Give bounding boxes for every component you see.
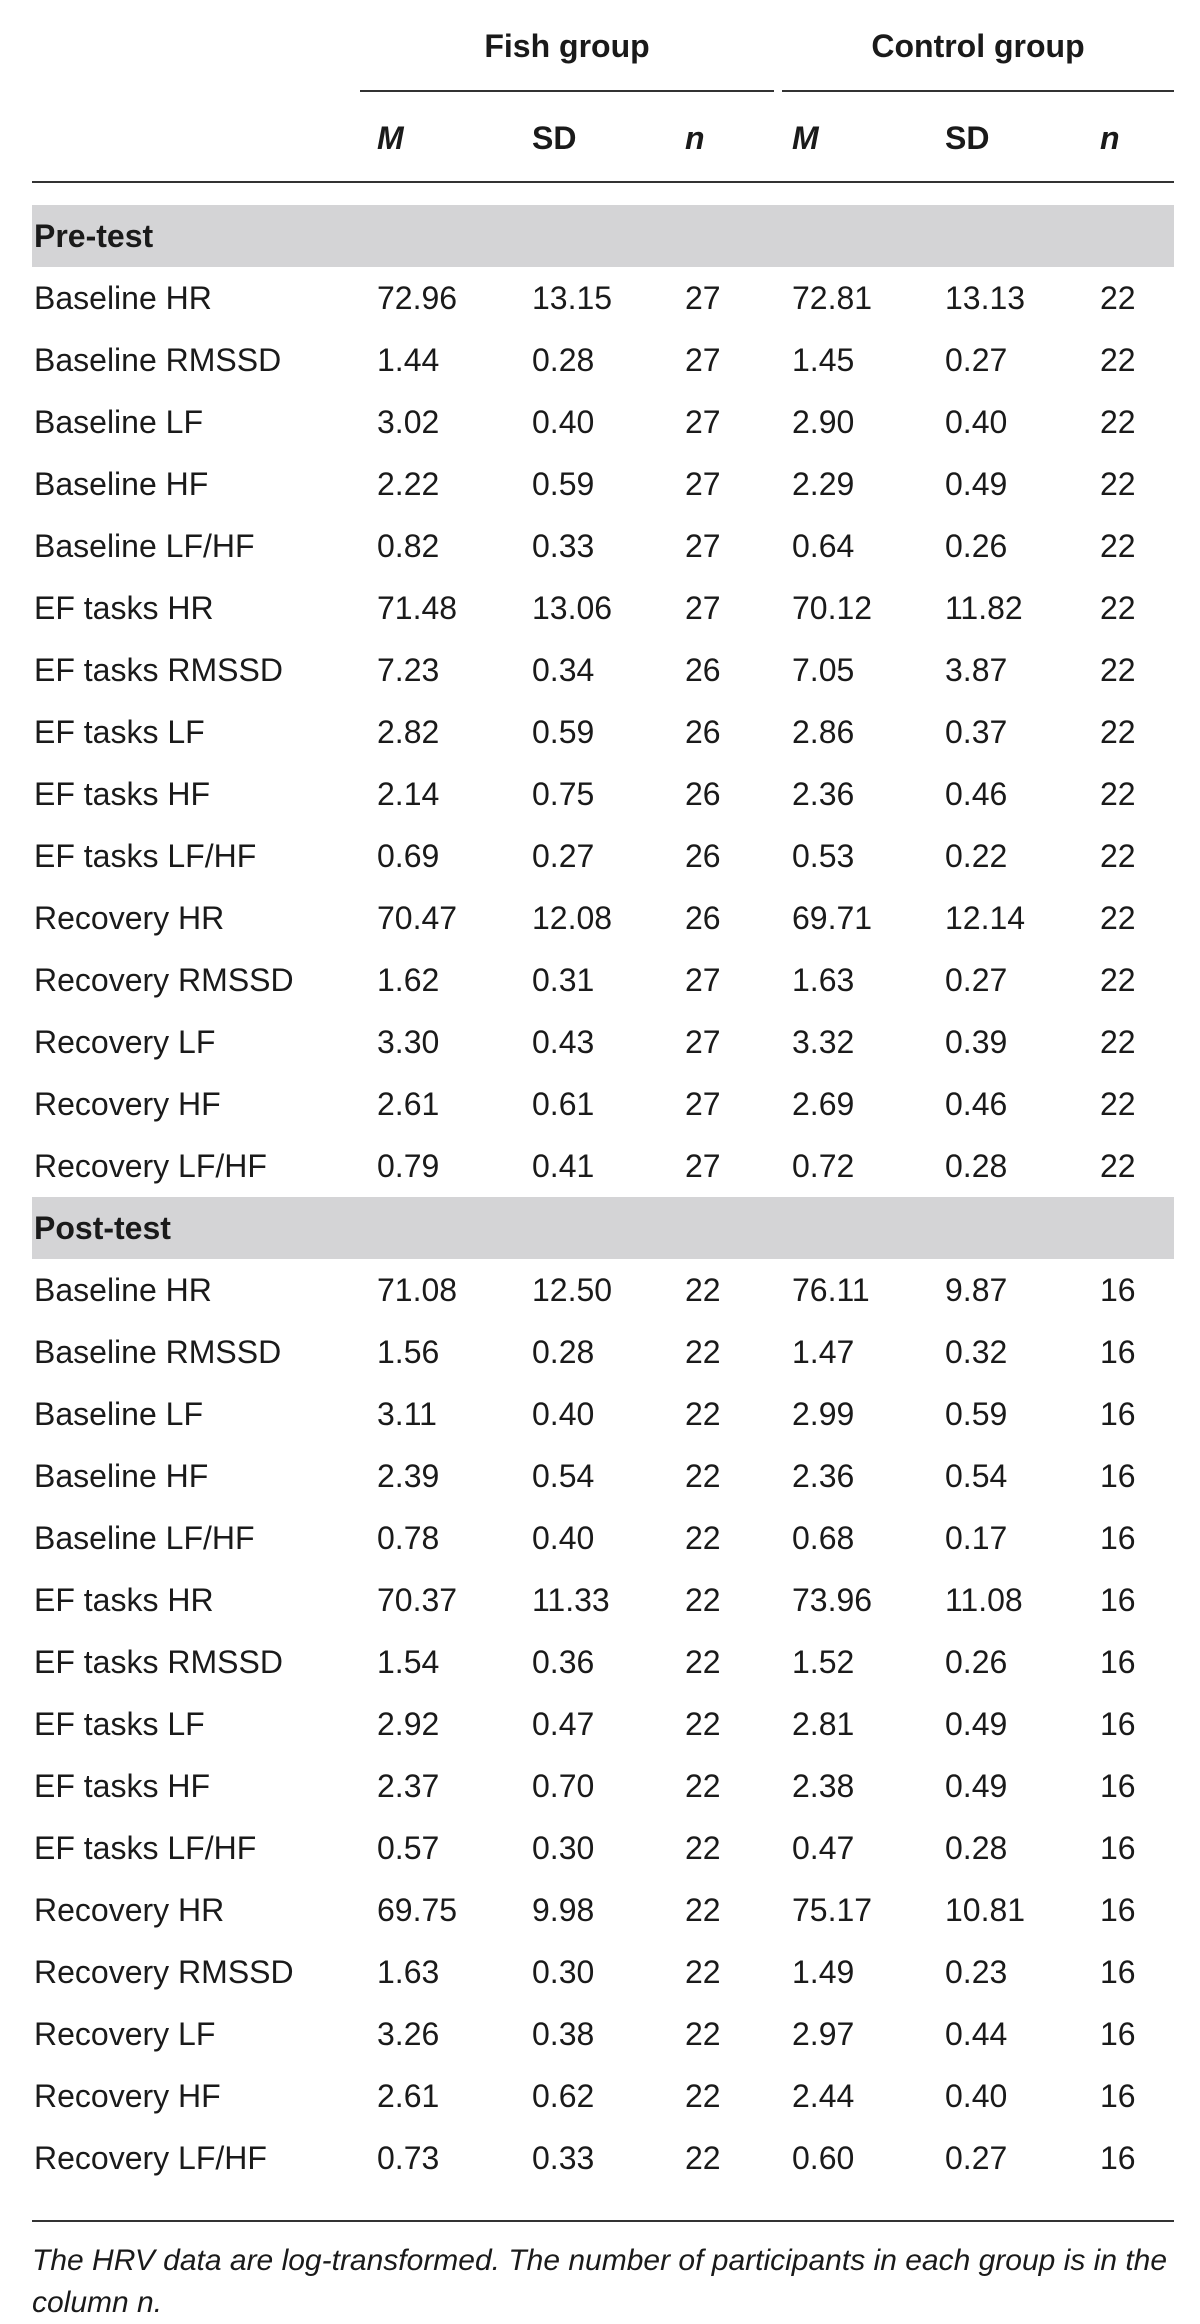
- cell-control-n: 22: [1100, 1086, 1136, 1122]
- cell-control-sd: 10.81: [945, 1892, 1026, 1928]
- table-row: [32, 1445, 1174, 1507]
- cell-control-sd: 0.46: [945, 1086, 1008, 1122]
- cell-control-sd: 0.27: [945, 962, 1008, 998]
- bottom-rule: [32, 2220, 1174, 2222]
- cell-control-n: 16: [1100, 1768, 1136, 1804]
- cell-fish-n: 22: [685, 1458, 721, 1494]
- cell-control-sd: 0.27: [945, 342, 1008, 378]
- cell-row-label: Baseline LF: [34, 1396, 203, 1432]
- cell-control-m: 2.29: [792, 466, 855, 502]
- cell-fish-n: 26: [685, 714, 721, 750]
- cell-control-sd: 0.46: [945, 776, 1008, 812]
- cell-control-n: 22: [1100, 838, 1136, 874]
- cell-fish-n: 26: [685, 900, 721, 936]
- cell-fish-sd: 0.31: [532, 962, 595, 998]
- cell-fish-n: 27: [685, 1086, 721, 1122]
- table-row: [32, 763, 1174, 825]
- cell-fish-m: 0.73: [377, 2140, 440, 2176]
- cell-fish-n: 22: [685, 1644, 721, 1680]
- cell-control-m: 0.68: [792, 1520, 855, 1556]
- cell-control-m: 76.11: [792, 1272, 870, 1308]
- cell-control-sd: 0.59: [945, 1396, 1008, 1432]
- table-row: [32, 1011, 1174, 1073]
- table-row: [32, 1383, 1174, 1445]
- cell-fish-sd: 0.33: [532, 528, 595, 564]
- cell-fish-m: 69.75: [377, 1892, 458, 1928]
- cell-control-n: 16: [1100, 1706, 1136, 1742]
- cell-fish-sd: 0.40: [532, 1520, 595, 1556]
- cell-control-m: 2.81: [792, 1706, 855, 1742]
- table-row: [32, 1321, 1174, 1383]
- col-header-fish-sd: SD: [532, 120, 577, 156]
- cell-control-sd: 13.13: [945, 280, 1026, 316]
- cell-fish-n: 22: [685, 1830, 721, 1866]
- cell-control-m: 72.81: [792, 280, 873, 316]
- cell-control-n: 22: [1100, 900, 1136, 936]
- cell-control-n: 16: [1100, 1396, 1136, 1432]
- cell-control-m: 0.60: [792, 2140, 855, 2176]
- cell-fish-m: 0.69: [377, 838, 440, 874]
- cell-fish-sd: 0.34: [532, 652, 595, 688]
- cell-control-m: 2.36: [792, 1458, 855, 1494]
- cell-control-m: 69.71: [792, 900, 873, 936]
- cell-control-m: 2.97: [792, 2016, 855, 2052]
- cell-row-label: Recovery LF/HF: [34, 2140, 267, 2176]
- group-header-fish: Fish group: [484, 28, 650, 64]
- cell-control-n: 22: [1100, 404, 1136, 440]
- table-row: [32, 1135, 1174, 1197]
- table-row: [32, 1073, 1174, 1135]
- cell-fish-sd: 0.41: [532, 1148, 595, 1184]
- cell-row-label: Baseline HR: [34, 1272, 212, 1308]
- cell-fish-n: 22: [685, 1706, 721, 1742]
- cell-fish-m: 3.11: [377, 1396, 437, 1432]
- cell-fish-n: 22: [685, 1582, 721, 1618]
- table-row: [32, 949, 1174, 1011]
- cell-control-sd: 0.23: [945, 1954, 1008, 1990]
- cell-fish-sd: 0.28: [532, 1334, 595, 1370]
- cell-control-n: 16: [1100, 2016, 1136, 2052]
- cell-row-label: Recovery LF/HF: [34, 1148, 267, 1184]
- cell-control-n: 16: [1100, 1644, 1136, 1680]
- cell-fish-m: 2.61: [377, 1086, 440, 1122]
- table-row: [32, 2003, 1174, 2065]
- cell-control-sd: 0.26: [945, 1644, 1008, 1680]
- cell-row-label: EF tasks HF: [34, 776, 211, 812]
- cell-control-n: 22: [1100, 1024, 1136, 1060]
- cell-control-sd: 0.26: [945, 528, 1008, 564]
- col-header-control-m: M: [792, 120, 819, 156]
- cell-control-m: 2.90: [792, 404, 855, 440]
- cell-control-sd: 0.17: [945, 1520, 1008, 1556]
- cell-control-m: 1.63: [792, 962, 855, 998]
- cell-control-m: 2.99: [792, 1396, 855, 1432]
- table-row: [32, 1879, 1174, 1941]
- cell-control-n: 22: [1100, 280, 1136, 316]
- cell-fish-sd: 12.08: [532, 900, 613, 936]
- cell-fish-n: 26: [685, 776, 721, 812]
- cell-control-m: 2.69: [792, 1086, 855, 1122]
- cell-control-m: 1.52: [792, 1644, 855, 1680]
- cell-control-m: 75.17: [792, 1892, 873, 1928]
- cell-row-label: Baseline HF: [34, 1458, 209, 1494]
- cell-fish-m: 72.96: [377, 280, 458, 316]
- cell-control-m: 3.32: [792, 1024, 855, 1060]
- cell-fish-n: 27: [685, 342, 721, 378]
- table-row: [32, 453, 1174, 515]
- cell-fish-m: 1.44: [377, 342, 440, 378]
- cell-fish-m: 1.54: [377, 1644, 440, 1680]
- cell-fish-m: 0.82: [377, 528, 440, 564]
- cell-fish-sd: 0.28: [532, 342, 595, 378]
- cell-fish-n: 26: [685, 652, 721, 688]
- cell-fish-n: 27: [685, 528, 721, 564]
- table-row: [32, 515, 1174, 577]
- cell-row-label: Recovery HR: [34, 1892, 225, 1928]
- cell-row-label: Recovery HF: [34, 1086, 221, 1122]
- table-row: [32, 1631, 1174, 1693]
- cell-row-label: Baseline RMSSD: [34, 342, 282, 378]
- col-header-control-sd: SD: [945, 120, 990, 156]
- table-row: [32, 1569, 1174, 1631]
- cell-fish-m: 2.37: [377, 1768, 440, 1804]
- cell-fish-sd: 12.50: [532, 1272, 613, 1308]
- cell-control-sd: 11.82: [945, 590, 1023, 626]
- cell-fish-n: 22: [685, 1396, 721, 1432]
- table-row: [32, 267, 1174, 329]
- cell-fish-n: 27: [685, 280, 721, 316]
- cell-control-n: 22: [1100, 466, 1136, 502]
- section-title: Post-test: [34, 1210, 171, 1246]
- cell-control-m: 2.38: [792, 1768, 855, 1804]
- cell-row-label: Recovery LF: [34, 2016, 216, 2052]
- cell-fish-m: 3.30: [377, 1024, 440, 1060]
- cell-control-sd: 0.28: [945, 1830, 1008, 1866]
- cell-fish-m: 2.14: [377, 776, 440, 812]
- cell-fish-m: 71.48: [377, 590, 458, 626]
- cell-control-n: 16: [1100, 1458, 1136, 1494]
- cell-row-label: EF tasks HF: [34, 1768, 211, 1804]
- cell-fish-m: 70.37: [377, 1582, 458, 1618]
- cell-control-n: 16: [1100, 1582, 1136, 1618]
- table-row: [32, 639, 1174, 701]
- cell-fish-m: 2.22: [377, 466, 440, 502]
- table-row: [32, 1259, 1174, 1321]
- cell-row-label: Recovery LF: [34, 1024, 216, 1060]
- table-body: [32, 205, 1174, 2189]
- cell-control-sd: 0.44: [945, 2016, 1008, 2052]
- cell-control-n: 22: [1100, 776, 1136, 812]
- cell-fish-m: 2.61: [377, 2078, 440, 2114]
- cell-control-n: 22: [1100, 528, 1136, 564]
- table-row: [32, 1817, 1174, 1879]
- cell-fish-sd: 0.38: [532, 2016, 595, 2052]
- cell-fish-n: 22: [685, 1768, 721, 1804]
- cell-row-label: EF tasks LF/HF: [34, 1830, 257, 1866]
- cell-fish-sd: 0.43: [532, 1024, 595, 1060]
- cell-control-n: 22: [1100, 342, 1136, 378]
- cell-row-label: Recovery RMSSD: [34, 962, 294, 998]
- cell-control-sd: 0.49: [945, 1768, 1008, 1804]
- cell-fish-m: 1.56: [377, 1334, 440, 1370]
- cell-fish-m: 70.47: [377, 900, 458, 936]
- cell-fish-n: 27: [685, 962, 721, 998]
- cell-fish-m: 71.08: [377, 1272, 458, 1308]
- cell-fish-m: 1.62: [377, 962, 440, 998]
- cell-fish-sd: 0.40: [532, 404, 595, 440]
- cell-fish-m: 2.92: [377, 1706, 440, 1742]
- cell-fish-n: 22: [685, 2078, 721, 2114]
- cell-fish-n: 26: [685, 838, 721, 874]
- cell-fish-sd: 13.06: [532, 590, 613, 626]
- section-header-row: [32, 1197, 1174, 1259]
- cell-fish-m: 0.57: [377, 1830, 440, 1866]
- cell-row-label: Baseline HF: [34, 466, 209, 502]
- cell-control-sd: 0.32: [945, 1334, 1008, 1370]
- cell-fish-sd: 0.61: [532, 1086, 595, 1122]
- cell-fish-n: 27: [685, 1024, 721, 1060]
- cell-control-m: 0.47: [792, 1830, 855, 1866]
- cell-row-label: EF tasks HR: [34, 1582, 214, 1618]
- cell-control-m: 0.72: [792, 1148, 855, 1184]
- table-row: [32, 1755, 1174, 1817]
- cell-fish-m: 3.02: [377, 404, 440, 440]
- cell-fish-sd: 0.54: [532, 1458, 595, 1494]
- col-header-control-n: n: [1100, 120, 1120, 156]
- cell-control-m: 2.36: [792, 776, 855, 812]
- cell-control-sd: 0.37: [945, 714, 1008, 750]
- cell-control-sd: 0.22: [945, 838, 1008, 874]
- cell-fish-n: 22: [685, 2140, 721, 2176]
- cell-fish-sd: 0.30: [532, 1830, 595, 1866]
- cell-control-sd: 9.87: [945, 1272, 1008, 1308]
- cell-control-n: 16: [1100, 1272, 1136, 1308]
- cell-fish-sd: 9.98: [532, 1892, 595, 1928]
- cell-fish-n: 27: [685, 590, 721, 626]
- cell-control-m: 1.47: [792, 1334, 855, 1370]
- section-title: Pre-test: [34, 218, 154, 254]
- cell-fish-n: 22: [685, 1892, 721, 1928]
- cell-row-label: EF tasks LF: [34, 1706, 205, 1742]
- cell-control-n: 16: [1100, 1334, 1136, 1370]
- cell-control-n: 22: [1100, 1148, 1136, 1184]
- cell-fish-m: 2.82: [377, 714, 440, 750]
- cell-fish-sd: 0.40: [532, 1396, 595, 1432]
- cell-control-sd: 0.49: [945, 466, 1008, 502]
- cell-row-label: EF tasks HR: [34, 590, 214, 626]
- cell-fish-sd: 13.15: [532, 280, 613, 316]
- cell-fish-sd: 0.70: [532, 1768, 595, 1804]
- cell-control-m: 73.96: [792, 1582, 873, 1618]
- cell-control-sd: 0.40: [945, 404, 1008, 440]
- table-row: [32, 391, 1174, 453]
- cell-fish-sd: 0.59: [532, 466, 595, 502]
- cell-row-label: Baseline LF/HF: [34, 1520, 255, 1556]
- cell-control-n: 22: [1100, 962, 1136, 998]
- cell-fish-n: 27: [685, 1148, 721, 1184]
- cell-row-label: Recovery HF: [34, 2078, 221, 2114]
- cell-fish-n: 27: [685, 466, 721, 502]
- cell-fish-n: 22: [685, 1520, 721, 1556]
- cell-control-n: 16: [1100, 1954, 1136, 1990]
- cell-control-sd: 11.08: [945, 1582, 1023, 1618]
- cell-control-n: 16: [1100, 2140, 1136, 2176]
- table-row: [32, 329, 1174, 391]
- cell-control-sd: 0.49: [945, 1706, 1008, 1742]
- cell-fish-sd: 0.47: [532, 1706, 595, 1742]
- cell-control-m: 0.53: [792, 838, 855, 874]
- cell-control-n: 22: [1100, 714, 1136, 750]
- cell-control-sd: 0.28: [945, 1148, 1008, 1184]
- cell-fish-sd: 11.33: [532, 1582, 610, 1618]
- cell-fish-sd: 0.27: [532, 838, 595, 874]
- cell-fish-n: 22: [685, 1272, 721, 1308]
- cell-row-label: Baseline LF/HF: [34, 528, 255, 564]
- cell-control-sd: 0.39: [945, 1024, 1008, 1060]
- cell-fish-sd: 0.36: [532, 1644, 595, 1680]
- cell-control-sd: 3.87: [945, 652, 1008, 688]
- cell-control-sd: 12.14: [945, 900, 1026, 936]
- cell-fish-m: 2.39: [377, 1458, 440, 1494]
- cell-fish-m: 3.26: [377, 2016, 440, 2052]
- cell-control-m: 2.44: [792, 2078, 855, 2114]
- cell-control-m: 1.49: [792, 1954, 855, 1990]
- table-footnote: The HRV data are log-transformed. The number of participants in each group is in the column n.: [32, 2244, 1168, 2319]
- cell-row-label: Baseline RMSSD: [34, 1334, 282, 1370]
- cell-fish-m: 7.23: [377, 652, 440, 688]
- cell-fish-sd: 0.62: [532, 2078, 595, 2114]
- cell-row-label: Recovery HR: [34, 900, 225, 936]
- cell-control-n: 16: [1100, 1830, 1136, 1866]
- cell-control-n: 16: [1100, 1892, 1136, 1928]
- section-header-row: [32, 205, 1174, 267]
- cell-fish-n: 27: [685, 404, 721, 440]
- table-row: [32, 1693, 1174, 1755]
- cell-row-label: EF tasks LF: [34, 714, 205, 750]
- cell-fish-sd: 0.33: [532, 2140, 595, 2176]
- table-row: [32, 577, 1174, 639]
- cell-fish-m: 0.78: [377, 1520, 440, 1556]
- table-row: [32, 825, 1174, 887]
- table-row: [32, 1941, 1174, 2003]
- table-row: [32, 701, 1174, 763]
- cell-control-sd: 0.27: [945, 2140, 1008, 2176]
- col-header-fish-m: M: [377, 120, 404, 156]
- cell-fish-n: 22: [685, 2016, 721, 2052]
- cell-fish-sd: 0.59: [532, 714, 595, 750]
- cell-fish-n: 22: [685, 1954, 721, 1990]
- cell-row-label: EF tasks RMSSD: [34, 652, 283, 688]
- col-header-fish-n: n: [685, 120, 705, 156]
- cell-control-m: 70.12: [792, 590, 873, 626]
- table-row: [32, 2127, 1174, 2189]
- cell-control-m: 0.64: [792, 528, 855, 564]
- group-header-control: Control group: [871, 28, 1085, 64]
- cell-fish-m: 0.79: [377, 1148, 440, 1184]
- cell-row-label: EF tasks LF/HF: [34, 838, 257, 874]
- cell-control-m: 2.86: [792, 714, 855, 750]
- cell-fish-sd: 0.30: [532, 1954, 595, 1990]
- group-rule-control: [782, 90, 1174, 92]
- cell-control-sd: 0.54: [945, 1458, 1008, 1494]
- cell-control-sd: 0.40: [945, 2078, 1008, 2114]
- cell-control-n: 22: [1100, 590, 1136, 626]
- cell-row-label: Baseline HR: [34, 280, 212, 316]
- cell-row-label: EF tasks RMSSD: [34, 1644, 283, 1680]
- cell-control-m: 1.45: [792, 342, 855, 378]
- table-row: [32, 887, 1174, 949]
- cell-control-m: 7.05: [792, 652, 855, 688]
- cell-control-n: 16: [1100, 2078, 1136, 2114]
- cell-control-n: 16: [1100, 1520, 1136, 1556]
- cell-control-n: 22: [1100, 652, 1136, 688]
- cell-fish-n: 22: [685, 1334, 721, 1370]
- cell-row-label: Baseline LF: [34, 404, 203, 440]
- cell-row-label: Recovery RMSSD: [34, 1954, 294, 1990]
- header-rule: [32, 181, 1174, 183]
- cell-fish-m: 1.63: [377, 1954, 440, 1990]
- cell-fish-sd: 0.75: [532, 776, 595, 812]
- group-rule-fish: [360, 90, 774, 92]
- table-row: [32, 1507, 1174, 1569]
- table-row: [32, 2065, 1174, 2127]
